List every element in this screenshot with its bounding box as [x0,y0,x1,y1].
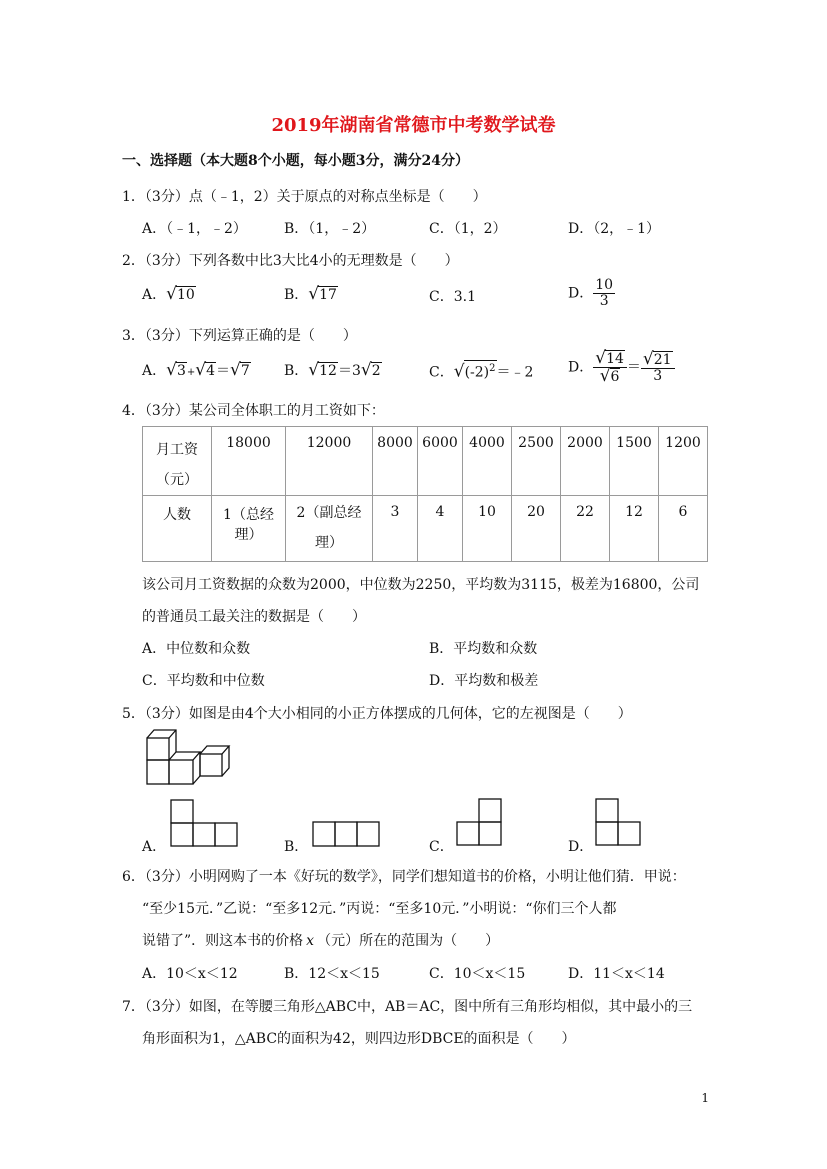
page-number: 1 [701,1091,709,1105]
option-a-view-icon [168,798,242,848]
q2-option-a: A．√10 [142,284,195,304]
q5-option-a: A． [142,839,167,855]
section-heading: 一、选择题（本大题8个小题，每小题3分，满分24分） [122,153,469,169]
q5-option-d: D． [568,839,594,855]
question-3-stem: 3．（3分）下列运算正确的是（ ） [122,328,357,344]
salary-table [142,426,708,562]
table-header-count: 人数 [143,496,212,562]
q3-option-d: D． $\frac{√14}{√6}$ ＝ $\frac{√21}{3}$ [568,350,675,385]
q2-option-d: D． $\frac{10}{3}$ [568,277,614,309]
table-cell: 4000 [463,427,512,496]
table-cell: 2（副总经 理） [286,496,373,562]
table-cell: 1（总经理） [212,496,286,562]
q4-text-line-1: 该公司月工资数据的众数为2000，中位数为2250，平均数为3115，极差为16800，公司 [142,577,700,593]
q3-option-a: A．√3+√4＝√7 [142,360,250,380]
table-cell: 2500 [512,427,561,496]
page-title: 2019年湖南省常德市中考数学试卷 [271,115,556,136]
question-1-stem: 1．（3分）点（﹣1，2）关于原点的对称点坐标是（ ） [122,189,487,205]
table-cell: 2000 [561,427,610,496]
table-cell: 10 [463,496,512,562]
question-6-line-1: 6．（3分）小明网购了一本《好玩的数学》，同学们想知道书的价格，小明让他们猜．甲说： [122,869,686,885]
q4-option-b: B．平均数和众数 [429,641,538,657]
q6-option-d: D．11＜x＜14 [568,966,665,982]
option-d-view-icon [593,796,645,848]
table-cell: 1500 [610,427,659,496]
question-4-stem: 4．（3分）某公司全体职工的月工资如下： [122,403,385,419]
q2-option-c: C．3.1 [429,289,476,305]
q4-option-c: C．平均数和中位数 [142,673,265,689]
q6-option-b: B．12＜x＜15 [284,966,380,982]
table-cell: 6000 [418,427,463,496]
q4-option-a: A．中位数和众数 [142,641,251,657]
table-cell: 12000 [286,427,373,496]
table-cell: 18000 [212,427,286,496]
table-cell: 3 [373,496,418,562]
q3-option-b: B．√12＝3√2 [284,360,381,380]
q6-option-c: C．10＜x＜15 [429,966,526,982]
table-cell: 20 [512,496,561,562]
table-cell: 6 [659,496,708,562]
option-c-view-icon [454,796,506,848]
q6-option-a: A．10＜x＜12 [142,966,238,982]
q1-option-c: C．（1，2） [429,221,507,237]
q2-option-b: B．√17 [284,284,337,304]
q3-option-c: C．$√(-2)^2=﹣2$ [429,361,534,382]
q5-option-b: B． [284,839,309,855]
question-6-line-3: 说错了”．则这本书的价格 x （元）所在的范围为（ ） [142,933,500,949]
question-7-line-2: 角形面积为1，△ABC的面积为42，则四边形DBCE的面积是（ ） [142,1031,576,1047]
question-6-line-2: “至少15元．”乙说：“至多12元．”丙说：“至多10元．”小明说：“你们三个人都 [142,901,617,917]
q1-option-d: D．（2，﹣1） [568,221,661,237]
table-cell: 4 [418,496,463,562]
q4-option-d: D．平均数和极差 [429,673,539,689]
question-7-line-1: 7．（3分）如图，在等腰三角形△ABC中，AB＝AC，图中所有三角形均相似，其中最小的三 [122,999,693,1015]
q1-option-a: A．（﹣1，﹣2） [142,221,247,237]
question-2-stem: 2．（3分）下列各数中比3大比4小的无理数是（ ） [122,253,459,269]
table-cell: 12 [610,496,659,562]
table-cell: 8000 [373,427,418,496]
question-5-stem: 5．（3分）如图是由4个大小相同的小正方体摆成的几何体，它的左视图是（ ） [122,706,632,722]
cube-solid-figure [140,724,240,790]
table-cell: 1200 [659,427,708,496]
q1-option-b: B．（1，﹣2） [284,221,376,237]
table-cell: 22 [561,496,610,562]
option-b-view-icon [310,820,384,848]
q4-text-line-2: 的普通员工最关注的数据是（ ） [142,609,366,625]
q5-option-c: C． [429,839,454,855]
table-header-salary: 月工资 （元） [143,427,212,496]
